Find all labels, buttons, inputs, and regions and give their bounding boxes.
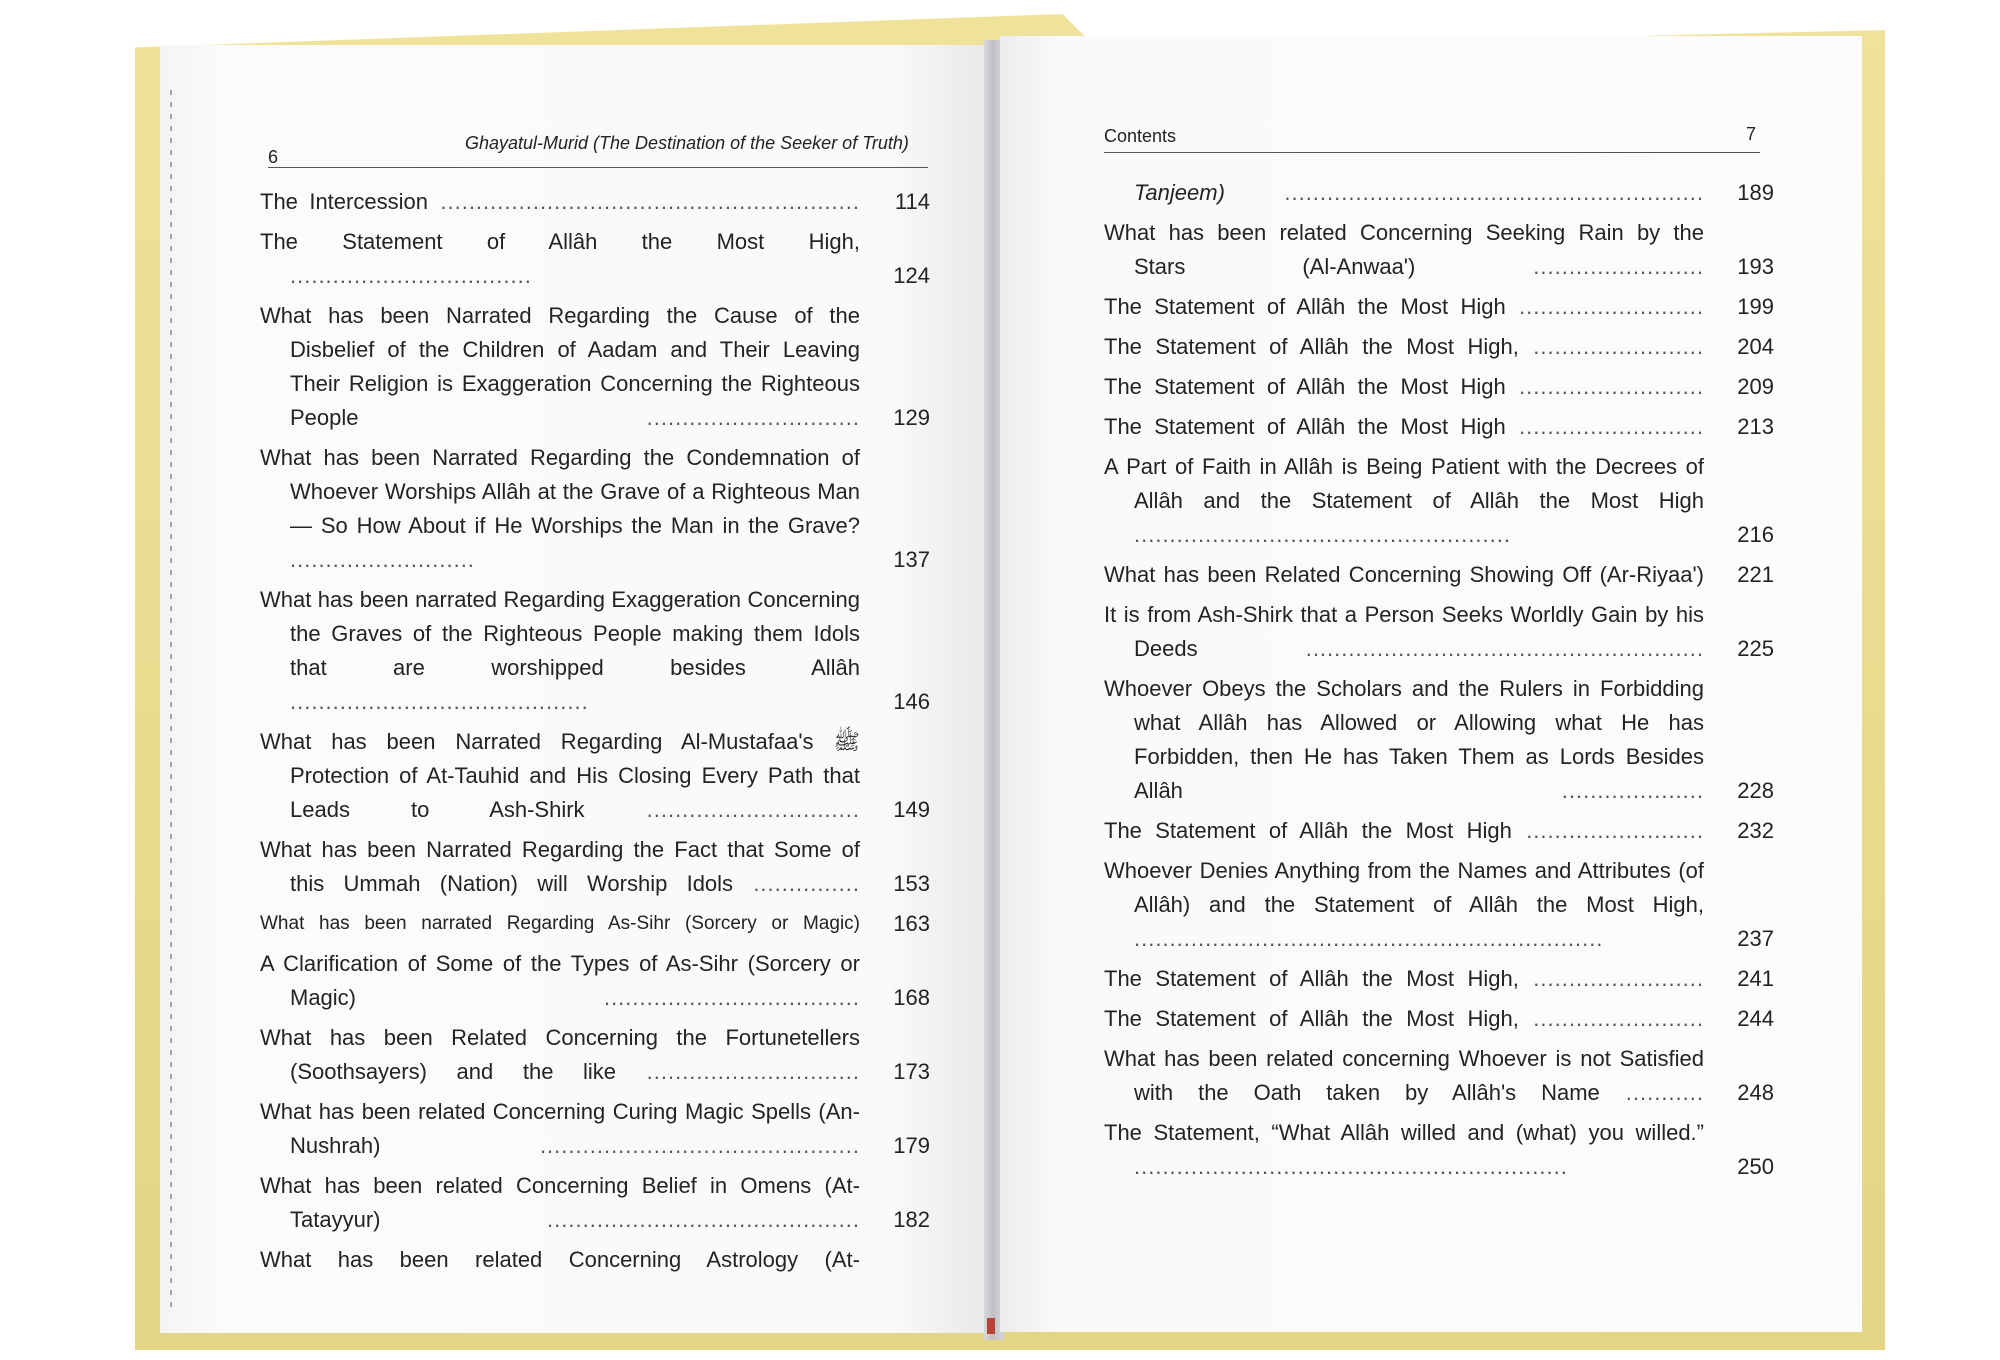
toc-page-number: 213 (1737, 414, 1774, 439)
right-running-head: Contents (1104, 126, 1177, 146)
toc-page-number: 146 (893, 689, 930, 714)
toc-entry[interactable]: What has been Narrated Regarding Al-Mustafaa's ﷺ Protection of At-Tauhid and His Closing Every Path that Leads to Ash-Shirk .............................. 149 (260, 725, 860, 827)
toc-entry[interactable]: Whoever Denies Anything from the Names and Attributes (of Allâh) and the Statement of Allâh the Most High, .................................................................. 237 (1104, 854, 1704, 956)
toc-entry[interactable]: Whoever Obeys the Scholars and the Rulers in Forbidding what Allâh has Allowed or Allowing what He has Forbidden, then He has Taken Them as Lords Besides Allâh .................... 228 (1104, 672, 1704, 808)
binding-stitch (170, 90, 172, 1310)
toc-page-number: 204 (1737, 334, 1774, 359)
toc-page-number: 129 (893, 405, 930, 430)
toc-page-number: 221 (1737, 562, 1774, 587)
toc-entry[interactable]: The Intercession ........................................................... 114 (260, 185, 860, 219)
toc-page-number: 241 (1737, 966, 1774, 991)
toc-page-number: 199 (1737, 294, 1774, 319)
toc-page-number: 232 (1737, 818, 1774, 843)
toc-entry[interactable]: The Statement of Allâh the Most High .......................... 209 (1104, 370, 1704, 404)
toc-entry[interactable]: A Part of Faith in Allâh is Being Patient with the Decrees of Allâh and the Statement of Allâh the Most High ..................................................... 216 (1104, 450, 1704, 552)
toc-page-number: 153 (893, 871, 930, 896)
toc-entry[interactable]: What has been narrated Regarding As-Sihr (Sorcery or Magic) 163 (260, 907, 860, 941)
toc-entry[interactable]: What has been narrated Regarding Exaggeration Concerning the Graves of the Righteous People making them Idols that are worshipped besides Allâh .......................................... 146 (260, 583, 860, 719)
toc-page-number: 189 (1737, 180, 1774, 205)
toc-page-number: 137 (893, 547, 930, 572)
toc-page-number: 225 (1737, 636, 1774, 661)
toc-entry[interactable]: It is from Ash-Shirk that a Person Seeks Worldly Gain by his Deeds ........................................................ 225 (1104, 598, 1704, 666)
toc-page-number: 168 (893, 985, 930, 1010)
bookmark-ribbon (987, 1318, 995, 1334)
left-toc (260, 185, 930, 1283)
right-header-rule (1104, 152, 1760, 153)
toc-page-number: 149 (893, 797, 930, 822)
toc-page-number: 244 (1737, 1006, 1774, 1031)
toc-entry[interactable]: What has been Narrated Regarding the Cause of the Disbelief of the Children of Aadam and Their Leaving Their Religion is Exaggeration Concerning the Righteous People .............................. 129 (260, 299, 860, 435)
toc-entry[interactable]: The Statement, “What Allâh willed and (what) you willed.” ............................................................. 250 (1104, 1116, 1704, 1184)
toc-entry[interactable]: What has been Related Concerning Showing Off (Ar-Riyaa') 221 (1104, 558, 1704, 592)
toc-entry[interactable]: The Statement of Allâh the Most High .......................... 213 (1104, 410, 1704, 444)
right-page-number: 7 (1746, 124, 1757, 144)
toc-entry[interactable]: What has been related Concerning Belief in Omens (At-Tatayyur) ............................................ 182 (260, 1169, 860, 1237)
toc-page-number: 179 (893, 1133, 930, 1158)
toc-entry[interactable]: Tanjeem) ........................................................... 189 (1104, 176, 1704, 210)
left-page-number: 6 (268, 147, 279, 167)
toc-page-number: 182 (893, 1207, 930, 1232)
toc-entry[interactable]: The Statement of Allâh the Most High, ........................ 204 (1104, 330, 1704, 364)
toc-entry[interactable]: The Statement of Allâh the Most High ......................... 232 (1104, 814, 1704, 848)
toc-page-number: 193 (1737, 254, 1774, 279)
left-page (160, 45, 988, 1333)
toc-page-number: 209 (1737, 374, 1774, 399)
toc-entry[interactable]: The Statement of Allâh the Most High, ........................ 241 (1104, 962, 1704, 996)
toc-page-number: 114 (894, 189, 930, 214)
toc-entry[interactable]: What has been related concerning Whoever is not Satisfied with the Oath taken by Allâh's Name ........... 248 (1104, 1042, 1704, 1110)
toc-page-number: 228 (1737, 778, 1774, 803)
toc-entry[interactable]: What has been related Concerning Seeking Rain by the Stars (Al-Anwaa') ........................ 193 (1104, 216, 1704, 284)
toc-entry[interactable]: What has been Narrated Regarding the Fact that Some of this Ummah (Nation) will Worship Idols ............... 153 (260, 833, 860, 901)
toc-entry[interactable]: What has been Narrated Regarding the Condemnation of Whoever Worships Allâh at the Grave of a Righteous Man — So How About if He Worships the Man in the Grave? .......................... 137 (260, 441, 860, 577)
toc-entry[interactable]: What has been related Concerning Astrology (At- (260, 1247, 860, 1272)
toc-page-number: 173 (893, 1059, 930, 1084)
right-page (1000, 36, 1862, 1332)
toc-page-number: 237 (1737, 926, 1774, 951)
toc-page-number: 248 (1737, 1080, 1774, 1105)
toc-page-number: 163 (893, 911, 930, 936)
toc-entry[interactable]: What has been Related Concerning the Fortunetellers (Soothsayers) and the like .............................. 173 (260, 1021, 860, 1089)
toc-entry[interactable]: The Statement of Allâh the Most High, .................................. 124 (260, 225, 860, 293)
left-header-rule (268, 167, 928, 168)
toc-entry[interactable]: The Statement of Allâh the Most High .......................... 199 (1104, 290, 1704, 324)
toc-page-number: 124 (893, 263, 930, 288)
right-toc (1104, 176, 1774, 1190)
toc-entry[interactable]: The Statement of Allâh the Most High, ........................ 244 (1104, 1002, 1704, 1036)
toc-page-number: 250 (1737, 1154, 1774, 1179)
toc-page-number: 216 (1737, 522, 1774, 547)
toc-entry[interactable]: A Clarification of Some of the Types of As-Sihr (Sorcery or Magic) .................................... 168 (260, 947, 860, 1015)
toc-entry[interactable]: What has been related Concerning Curing Magic Spells (An-Nushrah) ............................................. 179 (260, 1095, 860, 1163)
left-running-head: Ghayatul-Murid (The Destination of the Seeker of Truth) (465, 133, 909, 153)
